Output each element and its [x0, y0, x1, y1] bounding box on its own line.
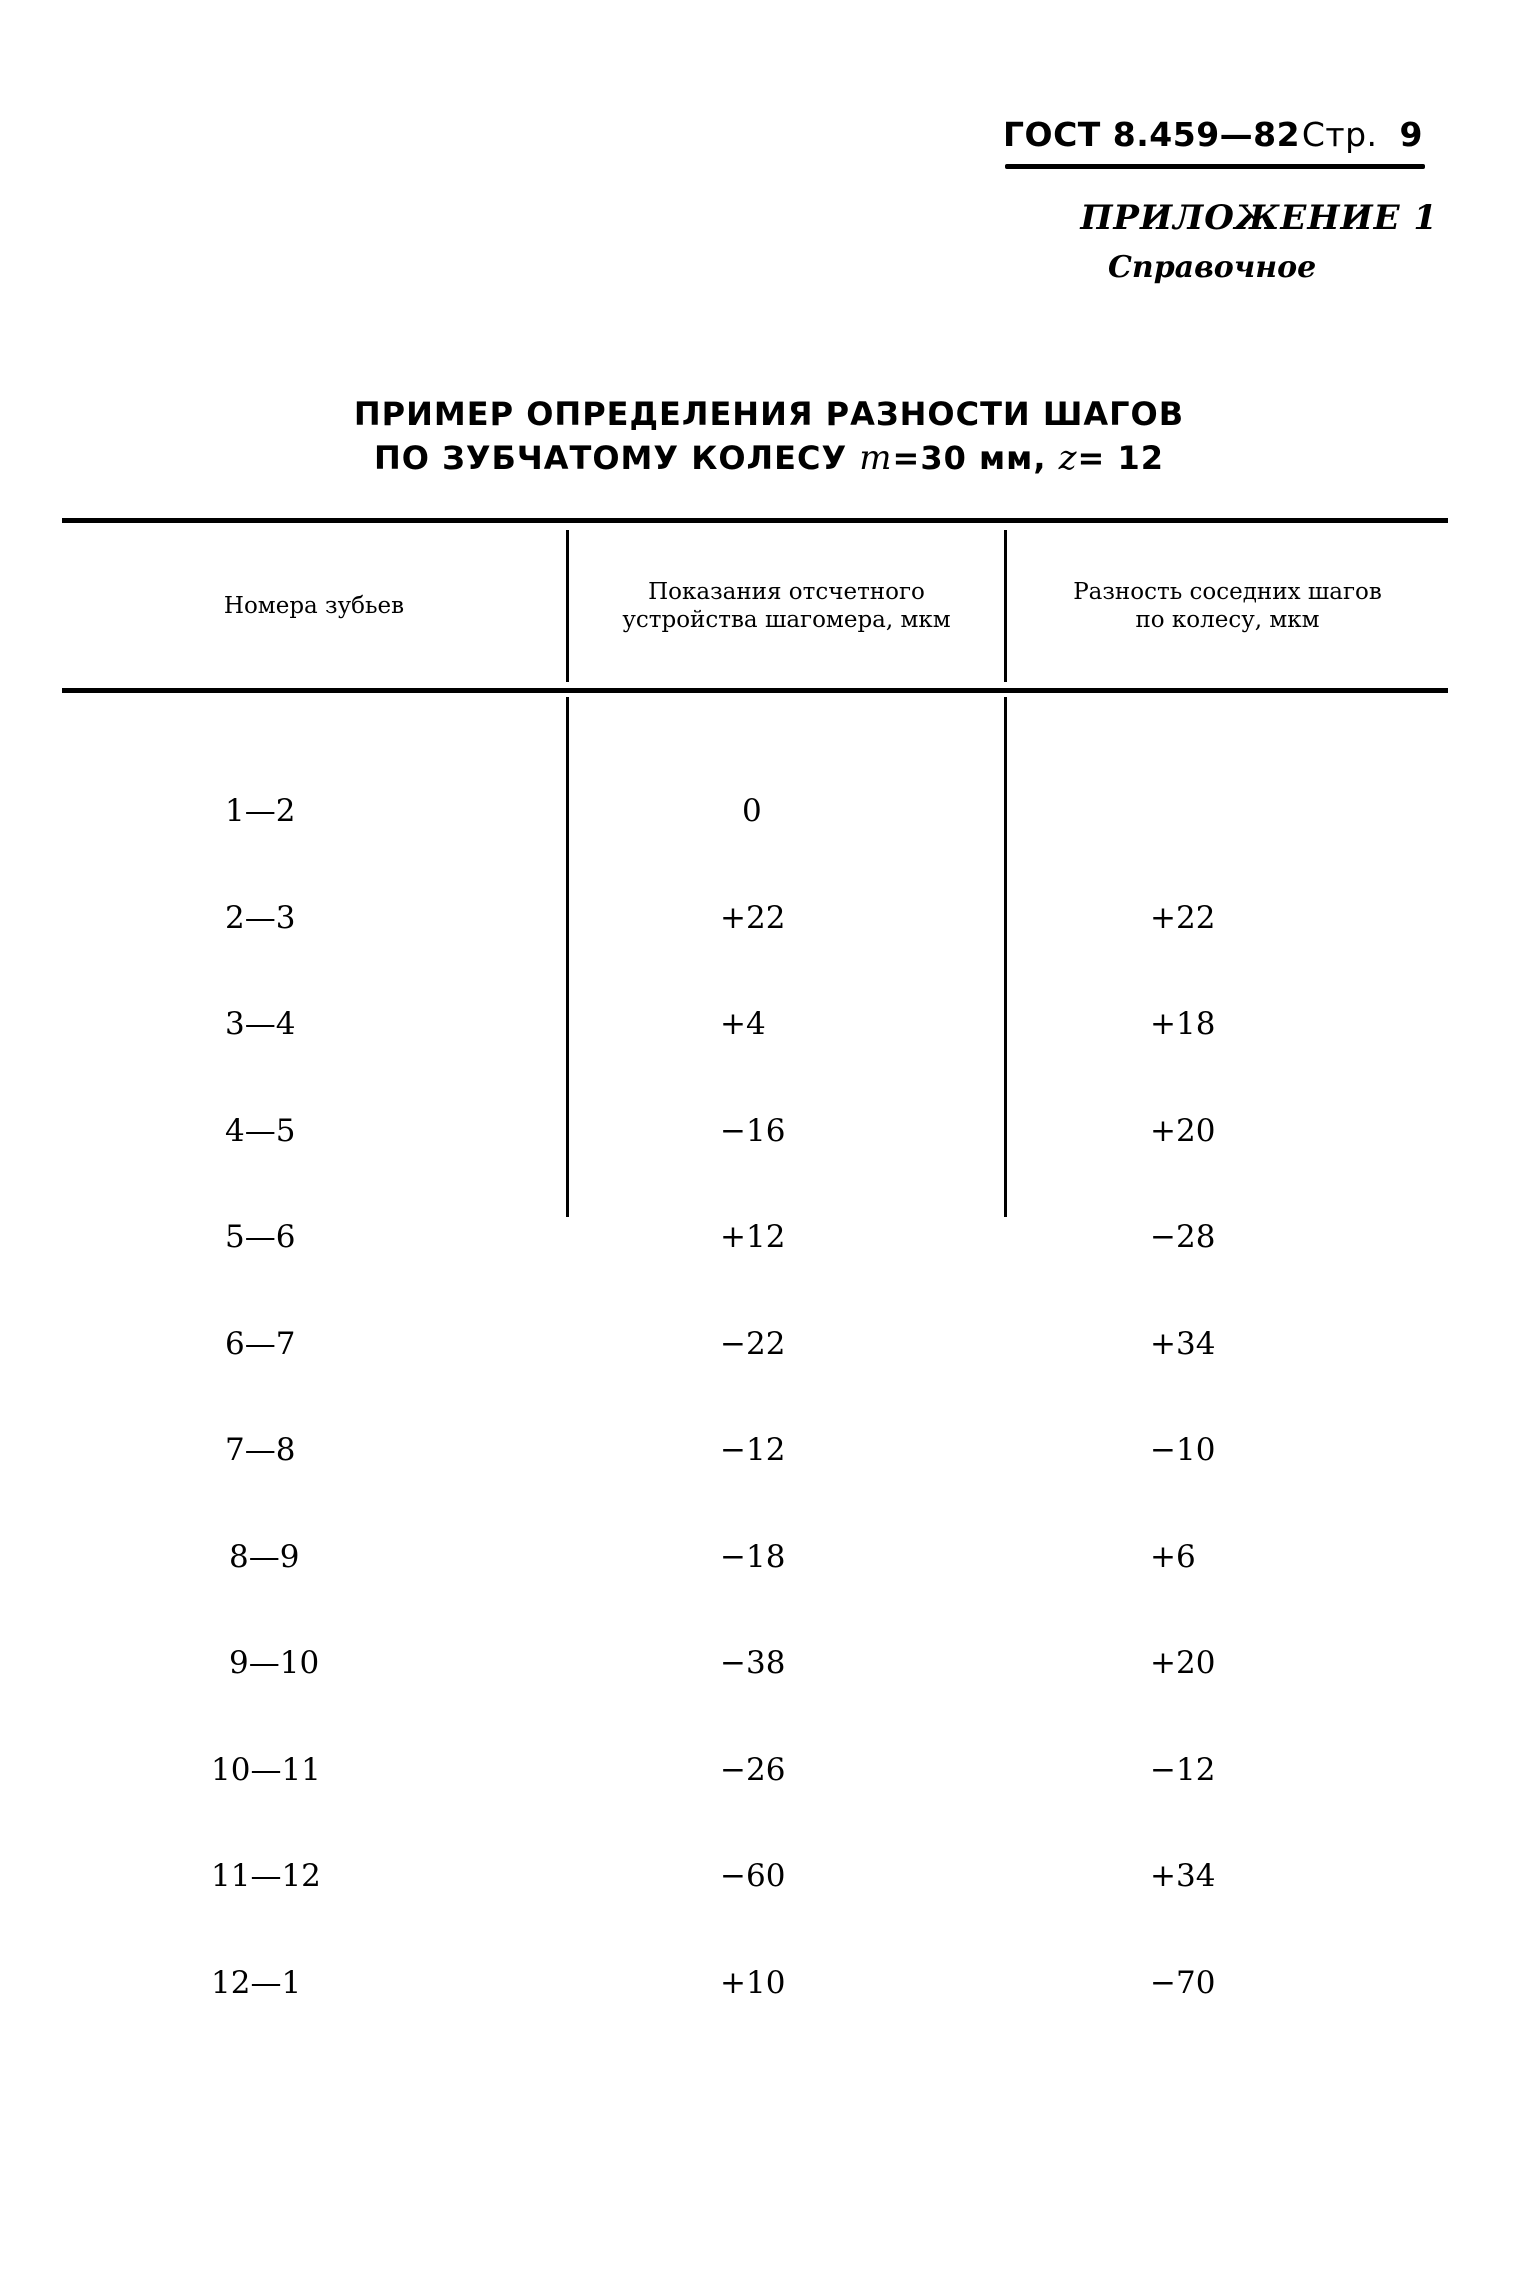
difference-column — [1150, 723, 1290, 2037]
table-cell: −10 — [1150, 1432, 1216, 1468]
table-cell: +6 — [1150, 1538, 1196, 1575]
table-cell: 7—8 — [225, 1432, 296, 1468]
teeth-count-symbol: z — [1058, 438, 1078, 478]
module-symbol: m — [859, 438, 893, 478]
column-header-difference-line2: по колесу, мкм — [1135, 607, 1320, 633]
running-header — [1003, 115, 1423, 154]
title-prefix: ПО ЗУБЧАТОМУ КОЛЕСУ — [373, 439, 860, 477]
body-column-divider-2 — [1004, 697, 1007, 1217]
column-header-reading — [569, 530, 1004, 682]
table-cell: +12 — [720, 1219, 786, 1255]
table-cell: −70 — [1150, 1964, 1216, 2001]
table-cell: 9—10 — [229, 1645, 320, 1681]
appendix-title: ПРИЛОЖЕНИЕ 1 — [1080, 198, 1438, 238]
table-top-rule — [62, 518, 1448, 523]
table-cell: −28 — [1150, 1219, 1216, 1255]
table-cell: 1—2 — [225, 793, 296, 829]
table-cell: 2—3 — [225, 899, 296, 936]
table-cell: +10 — [720, 1964, 786, 2001]
teeth-column — [211, 723, 385, 2037]
table-cell: +18 — [1150, 1006, 1216, 1042]
table-cell: +20 — [1150, 1112, 1216, 1149]
page-label: Стр. — [1301, 115, 1378, 154]
body-column-divider-1 — [566, 697, 569, 1217]
table-cell: 8—9 — [229, 1538, 300, 1575]
table-cell: −18 — [720, 1538, 786, 1575]
header-rule — [1005, 164, 1425, 169]
table-cell: +22 — [1150, 899, 1216, 936]
table-cell: 4—5 — [225, 1112, 296, 1149]
table-cell: +4 — [720, 1006, 766, 1042]
column-header-difference-line1: Разность соседних шагов — [1073, 579, 1382, 605]
table-cell: 0 — [742, 793, 762, 829]
table-cell: 6—7 — [225, 1325, 296, 1362]
reading-column — [720, 723, 860, 2037]
table-cell — [1150, 794, 1290, 830]
document-title-line2 — [0, 436, 1538, 480]
table-cell: −22 — [720, 1325, 786, 1362]
module-unit: мм, — [966, 439, 1059, 477]
column-header-teeth-label: Номера зубьев — [223, 593, 405, 619]
appendix-subtitle: Справочное — [1108, 250, 1317, 285]
table-cell: −12 — [1150, 1751, 1216, 1788]
table-cell: 11—12 — [211, 1858, 321, 1894]
table-cell: −16 — [720, 1112, 786, 1149]
table-cell: +20 — [1150, 1645, 1216, 1681]
table-cell: 12—1 — [211, 1964, 302, 2001]
table-cell: +34 — [1150, 1858, 1216, 1894]
teeth-count-value: = 12 — [1077, 439, 1165, 477]
column-header-reading-line1: Показания отсчетного — [648, 579, 925, 605]
column-header-teeth — [62, 530, 566, 682]
table-cell: +34 — [1150, 1325, 1216, 1362]
column-header-difference — [1007, 530, 1448, 682]
table-cell: −38 — [720, 1645, 786, 1681]
page-indicator — [1302, 115, 1423, 154]
standard-number: ГОСТ 8.459—82 — [1003, 115, 1301, 154]
table-cell: −26 — [720, 1751, 786, 1788]
table-cell: −12 — [720, 1432, 786, 1468]
module-value: =30 — [892, 439, 967, 477]
table-cell: 5—6 — [225, 1219, 296, 1255]
table-cell: +22 — [720, 899, 786, 936]
page-number: 9 — [1399, 115, 1423, 154]
table-cell: 3—4 — [225, 1006, 296, 1042]
column-header-reading-line2: устройства шагомера, мкм — [622, 607, 951, 633]
document-title-line1: ПРИМЕР ОПРЕДЕЛЕНИЯ РАЗНОСТИ ШАГОВ — [353, 395, 1185, 433]
table-cell: 10—11 — [211, 1751, 321, 1788]
table-header-rule — [62, 688, 1448, 693]
table-cell: −60 — [720, 1858, 786, 1894]
